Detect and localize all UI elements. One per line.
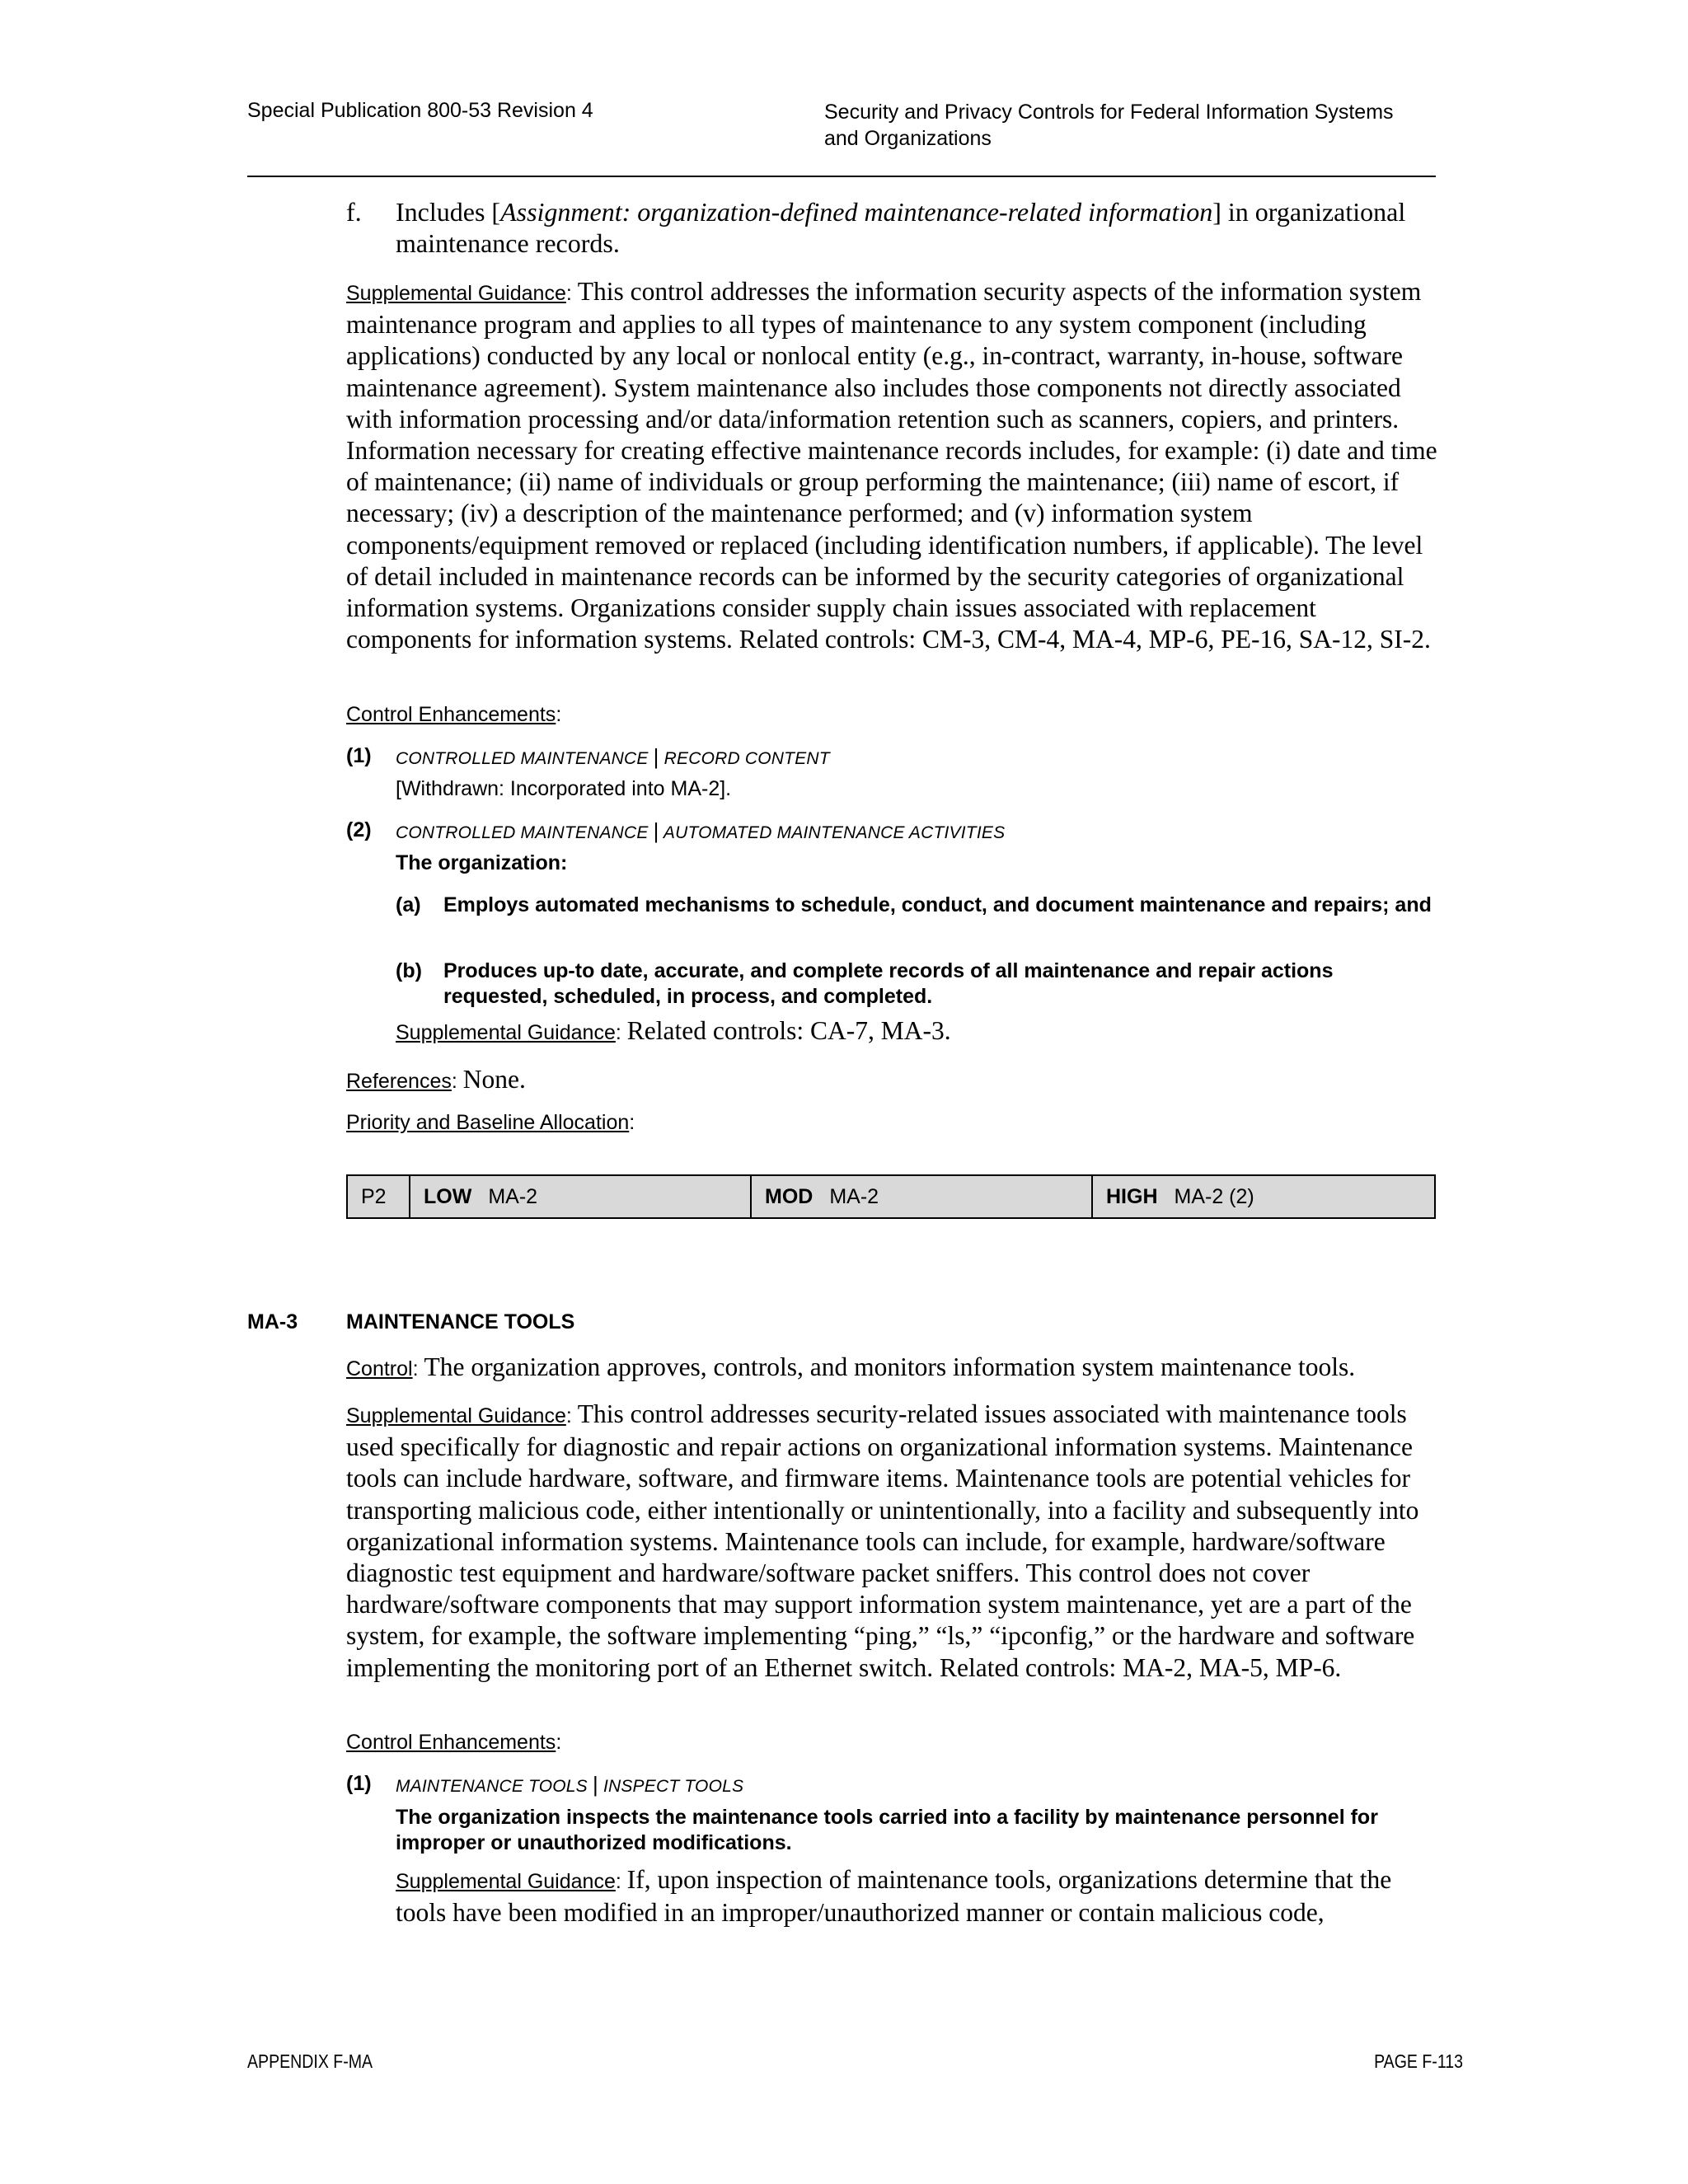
mod-baseline-cell <box>751 1175 1092 1218</box>
high-value: MA-2 (2) <box>1174 1184 1254 1208</box>
low-baseline-cell <box>410 1175 751 1218</box>
ma2-enhancement-2-supplemental: Supplemental Guidance: Related controls: CA-7, MA-3. <box>396 1016 951 1045</box>
control-title: MAINTENANCE TOOLS <box>346 1310 575 1333</box>
priority-cell: P2 <box>347 1175 410 1218</box>
ma3-control-enhancements-heading: Control Enhancements: <box>346 1731 562 1754</box>
references-label: References <box>346 1070 452 1093</box>
header-title-line1: Security and Privacy Controls for Federal Information Systems <box>824 101 1394 124</box>
item-text: Employs automated mechanisms to schedule, conduct, and document maintenance and repairs; and <box>443 893 1432 916</box>
supplemental-guidance-text: This control addresses security-related issues associated with maintenance tools used specifically for diagnostic and repair actions on organizational information systems. Maintenance tools can include hardware, software, and firmware items. Maintenance tools are potential vehicles for transporting malicious code, either intentionally or unintentionally, into a facility and subsequently into organizational information systems. Maintenance tools can include, for example, hardware/software diagnostic test equipment and hardware/software packet sniffers. This control does not cover hardware/software components that may support information system maintenance, yet are a part of the system, for example, the software implementing “ping,” “ls,” “ipconfig,” or the hardware and software implementing the monitoring port of an Ethernet switch. Related controls: MA-2, MA-5, MP-6. <box>346 1399 1419 1682</box>
references-text: None. <box>462 1065 526 1094</box>
enhancement-text: The organization inspects the maintenance tools carried into a facility by maintenance personnel for improper or unauthorized modifications. <box>396 1806 1378 1854</box>
supplemental-guidance-label: Supplemental Guidance <box>346 1404 566 1427</box>
enhancement-title-a: CONTROLLED MAINTENANCE <box>396 823 649 842</box>
ma2-supplemental-guidance: Supplemental Guidance: This control addresses the information security aspects of the information system maintenance program and applies to all types of maintenance to any system component (including applications) conducted by any local or nonlocal entity (e.g., in-contract, warranty, in-house, software maintenance agreement). System maintenance also includes those components not directly associated with information processing and/or data/information retention such as scanners, copiers, and printers. Information necessary for creating effective maintenance records includes, for example: (i) date and time of maintenance; (ii) name of individuals or group performing the maintenance; (iii) name of escort, if necessary; (iv) a description of the maintenance performed; and (v) information system components/equipment removed or replaced (including identification numbers, if applicable). The level of detail included in maintenance records can be informed by the security categories of organizational information systems. Organizations consider supply chain issues associated with replacement components for information systems. Related controls: CM-3, CM-4, MA-4, MP-6, PE-16, SA-12, SI-2. <box>346 277 1437 654</box>
assignment-text: Assignment: organization-defined maintenance-related information <box>500 197 1213 227</box>
ma2-enhancement-1: (1) CONTROLLED MAINTENANCE | RECORD CONTENT <box>346 744 830 769</box>
supplemental-guidance-label: Supplemental Guidance <box>396 1021 616 1044</box>
table-row <box>347 1175 1435 1218</box>
ma2-control-enhancements-heading: Control Enhancements: <box>346 703 562 726</box>
item-marker: f. <box>346 197 362 227</box>
supplemental-guidance-text: This control addresses the information security aspects of the information system maintenance program and applies to all types of maintenance to any system component (including applications) conducted by any local or nonlocal entity (e.g., in-contract, warranty, in-house, software maintenance agreement). System maintenance also includes those components not directly associated with information processing and/or data/information retention such as scanners, copiers, and printers. Information necessary for creating effective maintenance records includes, for example: (i) date and time of maintenance; (ii) name of individuals or group performing the maintenance; (iii) name of escort, if necessary; (iv) a description of the maintenance performed; and (v) information system components/equipment removed or replaced (including identification numbers, if applicable). The level of detail included in maintenance records can be informed by the security categories of organizational information systems. Organizations consider supply chain issues associated with replacement components for information systems. Related controls: CM-3, CM-4, MA-4, MP-6, PE-16, SA-12, SI-2. <box>346 277 1437 654</box>
item-text-before: Includes [ <box>396 197 501 227</box>
mod-label: MOD <box>765 1184 814 1208</box>
high-label: HIGH <box>1106 1184 1158 1208</box>
enhancement-number: (1) <box>346 744 372 767</box>
priority-label: Priority and Baseline Allocation <box>346 1111 630 1134</box>
header-title <box>824 99 1451 152</box>
ma3-control-statement: Control: The organization approves, controls, and monitors information system maintenance tools. <box>346 1352 1356 1381</box>
control-item-f <box>346 196 1434 259</box>
mod-value: MA-2 <box>829 1184 879 1208</box>
enhancement-title-b: RECORD CONTENT <box>663 749 830 768</box>
ma2-enhancement-2-item-b <box>396 958 1434 1010</box>
supplemental-guidance-text: If, upon inspection of maintenance tools, organizations determine that the tools have been modified in an improper/unauthorized manner or contain malicious code, <box>396 1865 1392 1928</box>
ma2-references: References: None. <box>346 1065 526 1094</box>
supplemental-guidance-label: Supplemental Guidance <box>396 1870 616 1893</box>
low-label: LOW <box>424 1184 472 1208</box>
enhancement-number: (2) <box>346 818 372 841</box>
ma2-enhancement-2-intro: The organization: <box>396 851 568 874</box>
ma3-enhancement-1-supplemental: Supplemental Guidance: If, upon inspection of maintenance tools, organizations determine that the tools have been modified in an improper/unauthorized manner or contain malicious code, <box>396 1865 1392 1928</box>
supplemental-guidance-text: Related controls: CA-7, MA-3. <box>626 1016 951 1045</box>
item-text: Produces up-to date, accurate, and complete records of all maintenance and repair actions requested, scheduled, in process, and completed. <box>443 959 1334 1008</box>
ma3-enhancement-1: (1) MAINTENANCE TOOLS | INSPECT TOOLS <box>346 1772 744 1797</box>
enhancement-title-b: INSPECT TOOLS <box>603 1777 744 1796</box>
ma2-enhancement-2: (2) CONTROLLED MAINTENANCE | AUTOMATED MAINTENANCE ACTIVITIES <box>346 818 1006 843</box>
control-enhancements-label: Control Enhancements <box>346 1731 556 1754</box>
item-text-after: ] in organizational maintenance records. <box>396 197 1406 258</box>
enhancement-number: (1) <box>346 1772 372 1795</box>
enhancement-title-a: CONTROLLED MAINTENANCE <box>396 749 649 768</box>
control-enhancements-label: Control Enhancements <box>346 703 556 726</box>
ma2-priority-heading: Priority and Baseline Allocation: <box>346 1111 635 1134</box>
low-value: MA-2 <box>488 1184 538 1208</box>
item-marker: (b) <box>396 959 422 982</box>
control-id: MA-3 <box>247 1310 298 1333</box>
footer-page-number: PAGE F-113 <box>1374 2050 1463 2072</box>
header-rule <box>247 176 1436 177</box>
ma2-enhancement-1-text: [Withdrawn: Incorporated into MA-2]. <box>396 777 732 800</box>
header-title-line2: and Organizations <box>824 127 992 150</box>
enhancement-title-a: MAINTENANCE TOOLS <box>396 1777 588 1796</box>
header-publication: Special Publication 800-53 Revision 4 <box>247 99 593 122</box>
footer-appendix: APPENDIX F-MA <box>247 2050 373 2072</box>
supplemental-guidance-label: Supplemental Guidance <box>346 282 566 305</box>
ma3-enhancement-1-text <box>396 1805 1434 1856</box>
item-marker: (a) <box>396 893 421 916</box>
control-label: Control <box>346 1357 413 1380</box>
ma3-supplemental-guidance: Supplemental Guidance: This control addresses security-related issues associated with maintenance tools used specifically for diagnostic and repair actions on organizational information systems. Maintenance tools can include hardware, software, and firmware items. Maintenance tools are potential vehicles for transporting malicious code, either intentionally or unintentionally, into a facility and subsequently into organizational information systems. Maintenance tools can include, for example, hardware/software diagnostic test equipment and hardware/software packet sniffers. This control does not cover hardware/software components that may support information system maintenance, yet are a part of the system, for example, the software implementing “ping,” “ls,” “ipconfig,” or the hardware and software implementing the monitoring port of an Ethernet switch. Related controls: MA-2, MA-5, MP-6. <box>346 1399 1419 1682</box>
priority-baseline-table <box>346 1174 1436 1219</box>
control-text: The organization approves, controls, and monitors information system maintenance tools. <box>424 1352 1356 1381</box>
enhancement-title-b: AUTOMATED MAINTENANCE ACTIVITIES <box>663 823 1006 842</box>
high-baseline-cell <box>1092 1175 1435 1218</box>
ma2-enhancement-2-item-a <box>396 893 1434 918</box>
